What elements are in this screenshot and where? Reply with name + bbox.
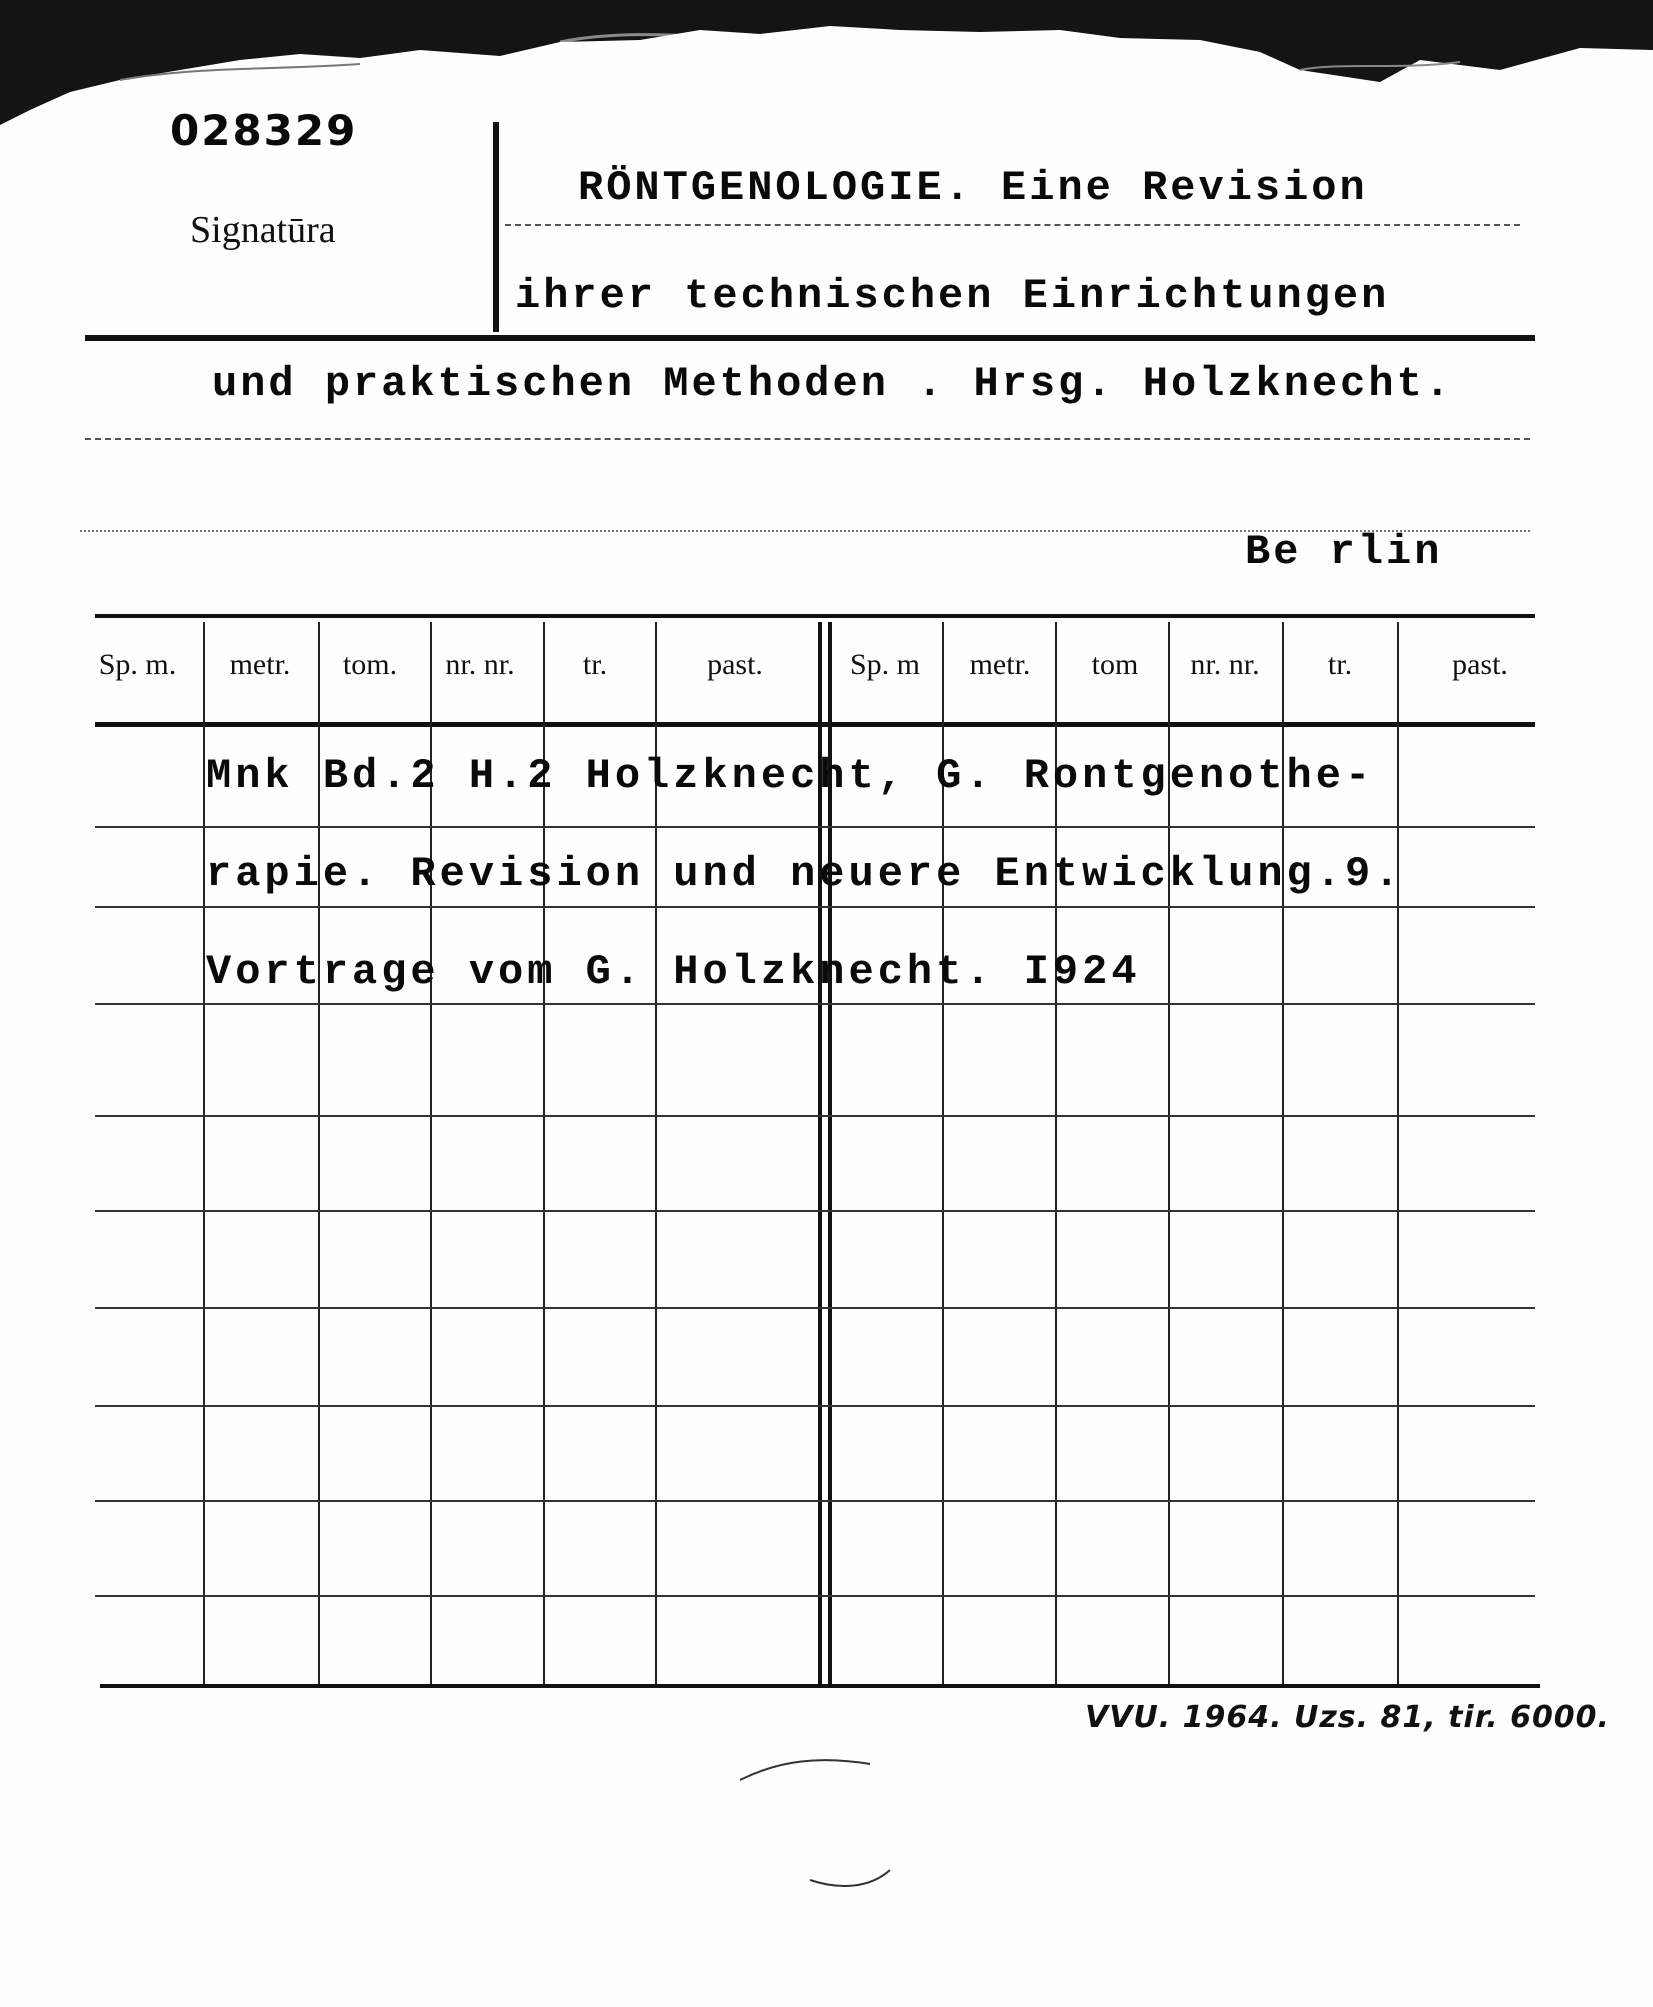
- table-bottom-rule: [100, 1684, 1540, 1688]
- col-header-metr-2: metr.: [969, 648, 1031, 681]
- row-line: [95, 906, 1535, 908]
- row-line: [95, 826, 1535, 828]
- col-header-tr-2: tr.: [1327, 648, 1353, 681]
- publication-place: Be rlin: [1245, 528, 1443, 576]
- entry-line-1: Mnk Bd.2 H.2 Holzknecht, G. Rontgenothe-: [206, 752, 1375, 800]
- col-header-sp-m: Sp. m.: [98, 648, 177, 681]
- signatura-label: Signatūra: [190, 209, 336, 251]
- rule-line: [85, 438, 1530, 440]
- title-line-3: und praktischen Methoden . Hrsg. Holzknecht.: [212, 360, 1453, 408]
- col-header-nr-nr-2: nr. nr.: [1190, 648, 1260, 681]
- stray-mark: [720, 1720, 920, 1900]
- row-line: [95, 1307, 1535, 1309]
- col-header-tom-2: tom: [1091, 648, 1139, 681]
- entry-line-3: Vortrage vom G. Holzknecht. I924: [206, 948, 1141, 996]
- col-header-past-2: past.: [1452, 648, 1508, 681]
- table-top-rule: [95, 614, 1535, 618]
- col-header-sp-m-2: Sp. m: [849, 648, 921, 681]
- table-header-rule: [95, 722, 1535, 727]
- column-divider: [1397, 622, 1399, 1684]
- header-bottom-rule: [85, 335, 1535, 341]
- entry-line-2: rapie. Revision und neuere Entwicklung.9.: [206, 850, 1404, 898]
- col-header-tr: tr.: [582, 648, 608, 681]
- row-line: [95, 1210, 1535, 1212]
- row-line: [95, 1115, 1535, 1117]
- row-line: [95, 1595, 1535, 1597]
- rule-line: [505, 224, 1520, 226]
- row-line: [95, 1500, 1535, 1502]
- title-line-2: ihrer technischen Einrichtungen: [515, 272, 1390, 320]
- col-header-metr: metr.: [229, 648, 291, 681]
- col-header-nr-nr: nr. nr.: [445, 648, 515, 681]
- col-header-tom: tom.: [342, 648, 398, 681]
- title-line-1: RÖNTGENOLOGIE. Eine Revision: [578, 164, 1368, 212]
- row-line: [95, 1405, 1535, 1407]
- inventory-number: 028329: [170, 106, 358, 155]
- printer-note: VVU. 1964. Uzs. 81, tir. 6000.: [1085, 1700, 1610, 1735]
- col-header-past: past.: [707, 648, 763, 681]
- row-line: [95, 1003, 1535, 1005]
- header-separator: [493, 122, 499, 332]
- column-divider: [203, 622, 205, 1684]
